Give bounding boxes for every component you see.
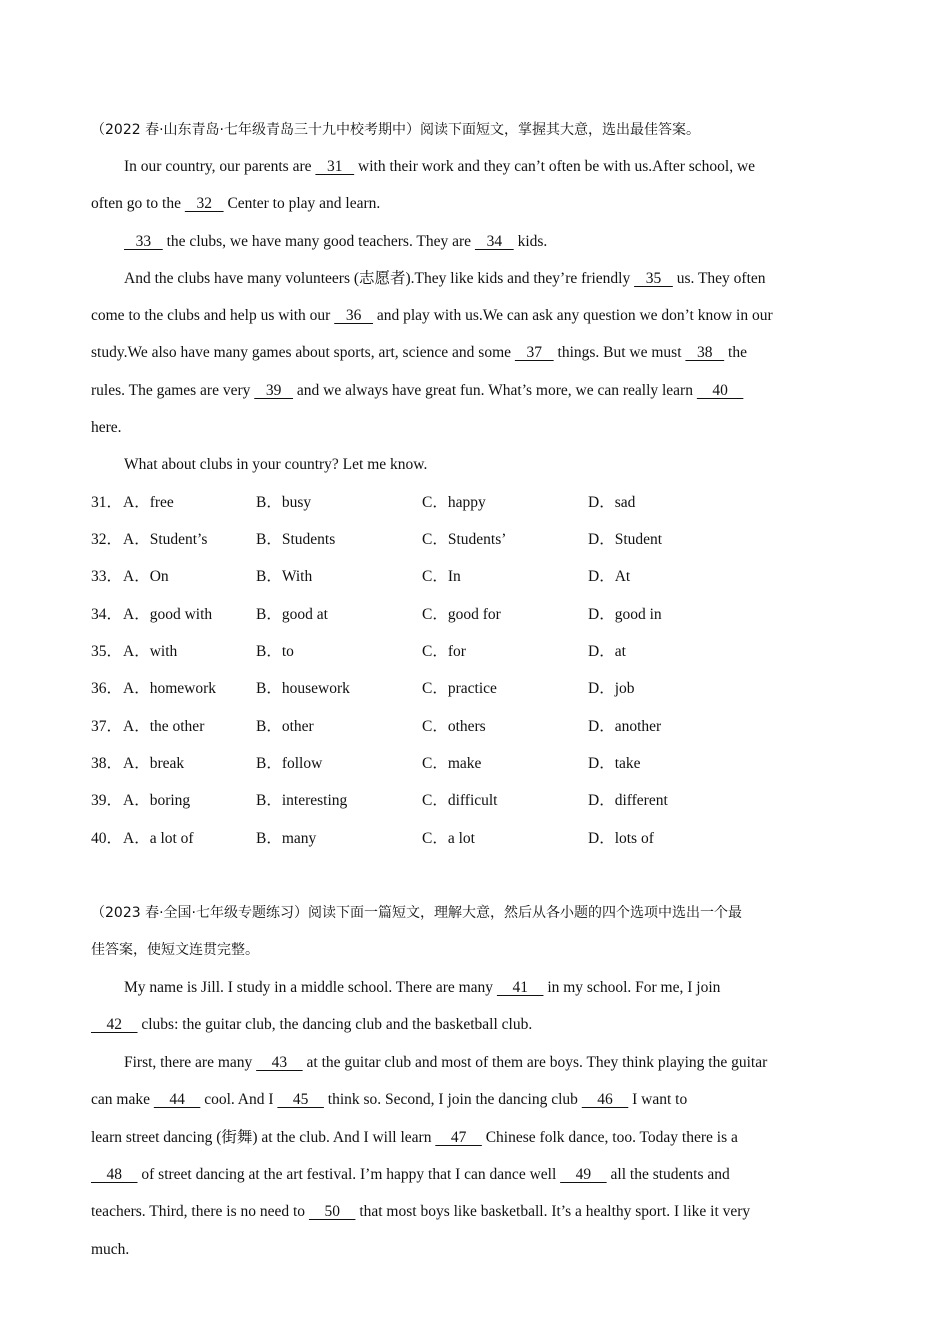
option-d[interactable]: D．At [588, 568, 631, 585]
text: study.We also have many games about sports, art, science and some [91, 344, 515, 361]
option-a[interactable]: A．homework [123, 680, 216, 697]
text: And the clubs have many volunteers (志愿者).They like kids and they’re friendly [124, 270, 635, 287]
text: in my school. For me, I join [543, 979, 721, 996]
text: cool. And I [200, 1091, 278, 1108]
passage2-line6 [91, 1165, 730, 1185]
option-d[interactable]: D．job [588, 680, 635, 697]
blank-44: 44 [153, 1091, 201, 1108]
passage2-line8 [91, 1240, 129, 1260]
blank-41: 41 [496, 979, 544, 996]
option-c[interactable]: C．happy [422, 494, 486, 511]
text: What about clubs in your country? Let me know. [124, 456, 428, 473]
text: that most boys like basketball. It’s a healthy sport. I like it very [355, 1203, 751, 1220]
text: teachers. Third, there is no need to [91, 1203, 309, 1220]
text: Chinese folk dance, too. Today there is a [481, 1129, 738, 1146]
blank-45: 45 [277, 1091, 324, 1108]
question-number: 38． [91, 755, 123, 772]
passage1-line7 [91, 381, 743, 401]
text: here. [91, 419, 122, 436]
question-number: 33． [91, 568, 123, 585]
option-d[interactable]: D．another [588, 718, 662, 735]
text: kids. [513, 233, 548, 250]
option-b[interactable]: B．to [256, 643, 294, 660]
option-a[interactable]: A．On [123, 568, 169, 585]
question-number: 31． [91, 494, 123, 511]
passage2-line3 [124, 1053, 767, 1073]
passage1-line6 [91, 343, 747, 363]
option-a[interactable]: A．the other [123, 718, 205, 735]
option-b[interactable]: B．Students [256, 531, 336, 548]
option-c[interactable]: C．a lot [422, 830, 475, 847]
option-d[interactable]: D．lots of [588, 830, 654, 847]
text: at the guitar club and most of them are boys. They think playing the guitar [302, 1054, 768, 1071]
text: of street dancing at the art festival. I’m happy that I can dance well [137, 1166, 561, 1183]
passage2-line5 [91, 1128, 738, 1148]
text: all the students and [606, 1166, 730, 1183]
passage2-line7 [91, 1202, 750, 1222]
text: come to the clubs and help us with our [91, 307, 335, 324]
question-number: 40． [91, 830, 123, 847]
option-d[interactable]: D．good in [588, 606, 662, 623]
passage1-line5 [91, 306, 773, 326]
text: I want to [628, 1091, 688, 1108]
passage1-line2 [91, 194, 380, 214]
blank-49: 49 [560, 1166, 607, 1183]
option-d[interactable]: D．at [588, 643, 626, 660]
blank-40: 40 [696, 382, 744, 399]
text: the clubs, we have many good teachers. They are [162, 233, 475, 250]
blank-33: 33 [124, 233, 163, 250]
text: Center to play and learn. [223, 195, 381, 212]
blank-47: 47 [435, 1129, 482, 1146]
option-b[interactable]: B．busy [256, 494, 312, 511]
text: think so. Second, I join the dancing club [323, 1091, 582, 1108]
passage2-line2 [91, 1015, 532, 1035]
text: and play with us.We can ask any question we don’t know in our [372, 307, 773, 324]
blank-35: 35 [634, 270, 673, 287]
passage2-line4 [91, 1090, 687, 1110]
section1-header: （2022 春·山东青岛·七年级青岛三十九中校考期中）阅读下面短文，掌握其大意，选出最佳答案。 [91, 122, 700, 138]
blank-50: 50 [308, 1203, 356, 1220]
text: things. But we must [553, 344, 686, 361]
blank-46: 46 [581, 1091, 629, 1108]
option-c[interactable]: C．In [422, 568, 461, 585]
option-a[interactable]: A．free [123, 494, 174, 511]
blank-32: 32 [184, 195, 224, 212]
option-a[interactable]: A．a lot of [123, 830, 194, 847]
passage1-line1 [124, 157, 755, 177]
text: can make [91, 1091, 154, 1108]
option-c[interactable]: C．for [422, 643, 466, 660]
text: often go to the [91, 195, 185, 212]
option-c[interactable]: C．good for [422, 606, 501, 623]
option-a[interactable]: A．Student’s [123, 531, 208, 548]
question-number: 34． [91, 606, 123, 623]
option-b[interactable]: B．interesting [256, 792, 348, 809]
blank-37: 37 [514, 344, 554, 361]
option-c[interactable]: C．Students’ [422, 531, 507, 548]
blank-38: 38 [685, 344, 725, 361]
blank-48: 48 [91, 1166, 138, 1183]
text: much. [91, 1241, 130, 1258]
option-d[interactable]: D．different [588, 792, 668, 809]
option-b[interactable]: B．With [256, 568, 313, 585]
text: learn street dancing (街舞) at the club. And I will learn [91, 1129, 436, 1146]
blank-36: 36 [334, 307, 373, 324]
text: rules. The games are very [91, 382, 255, 399]
question-number: 39． [91, 792, 123, 809]
option-a[interactable]: A．with [123, 643, 178, 660]
question-number: 32． [91, 531, 123, 548]
section2-header-line1: （2023 春·全国·七年级专题练习）阅读下面一篇短文，理解大意，然后从各小题的四个选项中选出一个最 [91, 905, 742, 921]
text: the [724, 344, 747, 361]
text: us. They often [672, 270, 766, 287]
section2-header-line2: 佳答案，使短文连贯完整。 [91, 942, 259, 958]
option-b[interactable]: B．many [256, 830, 317, 847]
option-a[interactable]: A．good with [123, 606, 213, 623]
question-number: 36． [91, 680, 123, 697]
question-number: 35． [91, 643, 123, 660]
blank-31: 31 [315, 158, 355, 175]
question-number: 37． [91, 718, 123, 735]
option-d[interactable]: D．take [588, 755, 641, 772]
option-b[interactable]: B．other [256, 718, 314, 735]
passage1-line4 [124, 269, 766, 289]
option-b[interactable]: B．housework [256, 680, 350, 697]
text: and we always have great fun. What’s more, we can really learn [293, 382, 697, 399]
option-c[interactable]: C．others [422, 718, 486, 735]
option-c[interactable]: C．practice [422, 680, 497, 697]
option-c[interactable]: C．make [422, 755, 482, 772]
text: with their work and they can’t often be with us.After school, we [354, 158, 756, 175]
option-d[interactable]: D．Student [588, 531, 663, 548]
text: My name is Jill. I study in a middle school. There are many [124, 979, 497, 996]
option-a[interactable]: A．break [123, 755, 185, 772]
text: In our country, our parents are [124, 158, 316, 175]
blank-34: 34 [474, 233, 514, 250]
blank-42: 42 [91, 1016, 138, 1033]
option-c[interactable]: C．difficult [422, 792, 498, 809]
passage1-line3 [124, 232, 547, 252]
option-d[interactable]: D．sad [588, 494, 636, 511]
blank-39: 39 [254, 382, 294, 399]
passage1-line9 [124, 455, 427, 475]
option-a[interactable]: A．boring [123, 792, 191, 809]
passage1-line8 [91, 418, 122, 438]
passage2-line1 [124, 978, 720, 998]
text: clubs: the guitar club, the dancing club and the basketball club. [137, 1016, 533, 1033]
text: First, there are many [124, 1054, 257, 1071]
option-b[interactable]: B．follow [256, 755, 323, 772]
blank-43: 43 [256, 1054, 303, 1071]
option-b[interactable]: B．good at [256, 606, 328, 623]
